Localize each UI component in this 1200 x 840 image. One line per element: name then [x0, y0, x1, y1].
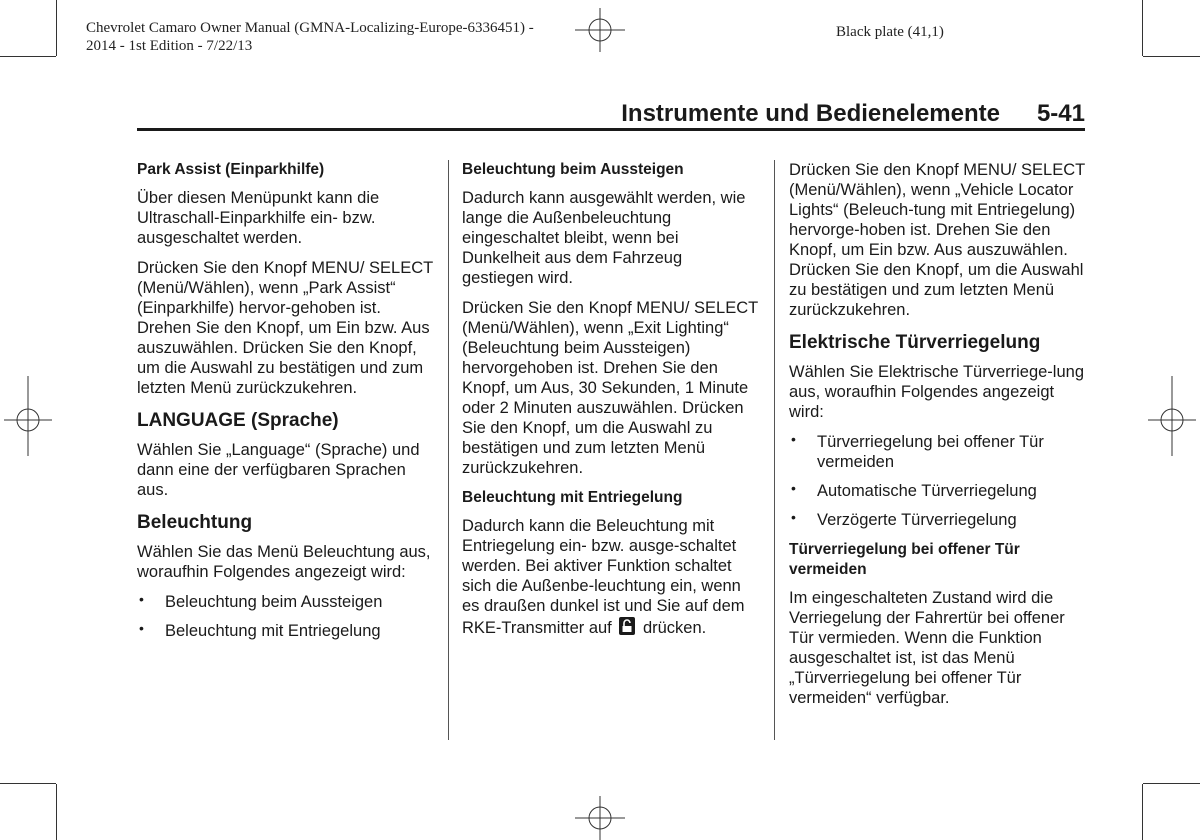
exit-lighting-paragraph-1: Dadurch kann ausgewählt werden, wie lange die Außenbeleuchtung eingeschaltet bleibt, wenn bei Dunkelheit aus dem Fahrzeug gestiegen wird. — [462, 189, 746, 287]
trim-mark-bottom-left-h — [0, 783, 56, 784]
bullet-icon: • — [791, 480, 796, 496]
lighting-heading: Beleuchtung — [137, 512, 253, 533]
list-item-text: Beleuchtung mit Entriegelung — [165, 622, 381, 640]
language-heading: LANGUAGE (Sprache) — [137, 410, 339, 431]
list-item-text: Beleuchtung beim Aussteigen — [165, 593, 383, 611]
lighting-list — [137, 592, 433, 641]
column-2 — [462, 160, 758, 648]
door-lock-paragraph: Wählen Sie Elektrische Türverriege-lung aus, woraufhin Folgendes angezeigt wird: — [789, 363, 1084, 421]
exit-lighting-paragraph-2: Drücken Sie den Knopf MENU/ SELECT (Menü/Wählen), wenn „Exit Lighting“ (Beleuchtung beim Aussteigen) hervorgehoben ist. Drehen Sie den Knopf, um Aus, 30 Sekunden, 1 Minute oder 2 Minuten auszuwählen. Drücken Sie den Knopf, um die Auswahl zu bestätigen und zum letzten Menü zurückzukehren. — [462, 299, 758, 477]
avoid-lockout-paragraph: Im eingeschalteten Zustand wird die Verriegelung der Fahrertür bei offener Tür vermieden. Wenn die Funktion ausgeschaltet ist, ist das Menü „Türverriegelung bei offener Tür vermeiden“ verfügbar. — [789, 589, 1065, 707]
unlock-icon — [618, 616, 636, 636]
trim-mark-top-right-v — [1142, 0, 1143, 56]
list-item-text: Türverriegelung bei offener Tür vermeiden — [817, 433, 1044, 471]
trim-mark-bottom-left-v — [56, 784, 57, 840]
plate-label: Black plate (41,1) — [836, 24, 944, 40]
bullet-icon: • — [791, 431, 796, 447]
park-assist-paragraph-1: Über diesen Menüpunkt kann die Ultraschall-Einparkhilfe ein- bzw. ausgeschaltet werden. — [137, 189, 380, 247]
language-paragraph: Wählen Sie „Language“ (Sprache) und dann eine der verfügbaren Sprachen aus. — [137, 441, 420, 499]
list-item-text: Automatische Türverriegelung — [817, 482, 1037, 500]
print-meta-line2: 2014 - 1st Edition - 7/22/13 — [86, 38, 253, 54]
print-meta — [86, 19, 534, 55]
registration-mark-icon — [1148, 376, 1196, 456]
park-assist-paragraph-2: Drücken Sie den Knopf MENU/ SELECT (Menü/Wählen), wenn „Park Assist“ (Einparkhilfe) hervor-gehoben ist. Drehen Sie den Knopf, um Ein bzw. Aus auszuwählen. Drücken Sie den Knopf, um die Auswahl zu bestätigen und zum letzten Menü zurückzukehren. — [137, 259, 433, 397]
print-meta-line1: Chevrolet Camaro Owner Manual (GMNA-Localizing-Europe-6336451) - — [86, 20, 534, 36]
list-item — [137, 592, 433, 612]
bullet-icon: • — [139, 591, 144, 607]
list-item — [137, 621, 433, 641]
list-item — [789, 510, 1089, 530]
trim-mark-top-left-h — [0, 56, 56, 57]
list-item-text: Verzögerte Türverriegelung — [817, 511, 1017, 529]
column-divider — [774, 160, 775, 740]
unlock-lighting-paragraph — [462, 516, 758, 638]
park-assist-heading: Park Assist (Einparkhilfe) — [137, 161, 325, 178]
trim-mark-bottom-right-v — [1142, 784, 1143, 840]
column-divider — [448, 160, 449, 740]
list-item — [789, 432, 1089, 472]
header-rule — [137, 128, 1085, 131]
door-lock-heading: Elektrische Türverriegelung — [789, 332, 1041, 353]
avoid-lockout-heading: Türverriegelung bei offener Tür vermeiden — [789, 541, 1020, 578]
bullet-icon: • — [791, 509, 796, 525]
page-number: 5-41 — [1036, 100, 1085, 127]
column-3 — [789, 160, 1089, 718]
exit-lighting-heading: Beleuchtung beim Aussteigen — [462, 161, 684, 178]
trim-mark-top-right-h — [1143, 56, 1200, 57]
list-item — [789, 481, 1089, 501]
section-title: Instrumente und Bedienelemente — [621, 100, 1000, 127]
registration-mark-icon — [575, 796, 625, 840]
door-lock-list — [789, 432, 1089, 530]
unlock-lighting-text: Dadurch kann die Beleuchtung mit Entriegelung ein- bzw. ausge-schaltet werden. Bei aktiver Funktion schaltet sich die Außenbe-leuchtung ein, wenn es draußen dunkel ist und Sie auf dem RKE-Transmitter auf — [462, 517, 745, 637]
registration-mark-icon — [4, 376, 52, 456]
registration-mark-icon — [575, 8, 625, 52]
locator-paragraph: Drücken Sie den Knopf MENU/ SELECT (Menü/Wählen), wenn „Vehicle Locator Lights“ (Beleuch-tung mit Entriegelung) hervorge-hoben ist. Drehen Sie den Knopf, um Ein bzw. Aus auszuwählen. Drücken Sie den Knopf, um die Auswahl zu bestätigen und zum letzten Menü zurückzukehren. — [789, 161, 1085, 319]
column-1 — [137, 160, 433, 651]
bullet-icon: • — [139, 620, 144, 636]
unlock-lighting-heading: Beleuchtung mit Entriegelung — [462, 489, 683, 506]
trim-mark-top-left-v — [56, 0, 57, 56]
unlock-lighting-text-end: drücken. — [642, 619, 707, 637]
trim-mark-bottom-right-h — [1143, 783, 1200, 784]
lighting-paragraph: Wählen Sie das Menü Beleuchtung aus, woraufhin Folgendes angezeigt wird: — [137, 543, 431, 581]
